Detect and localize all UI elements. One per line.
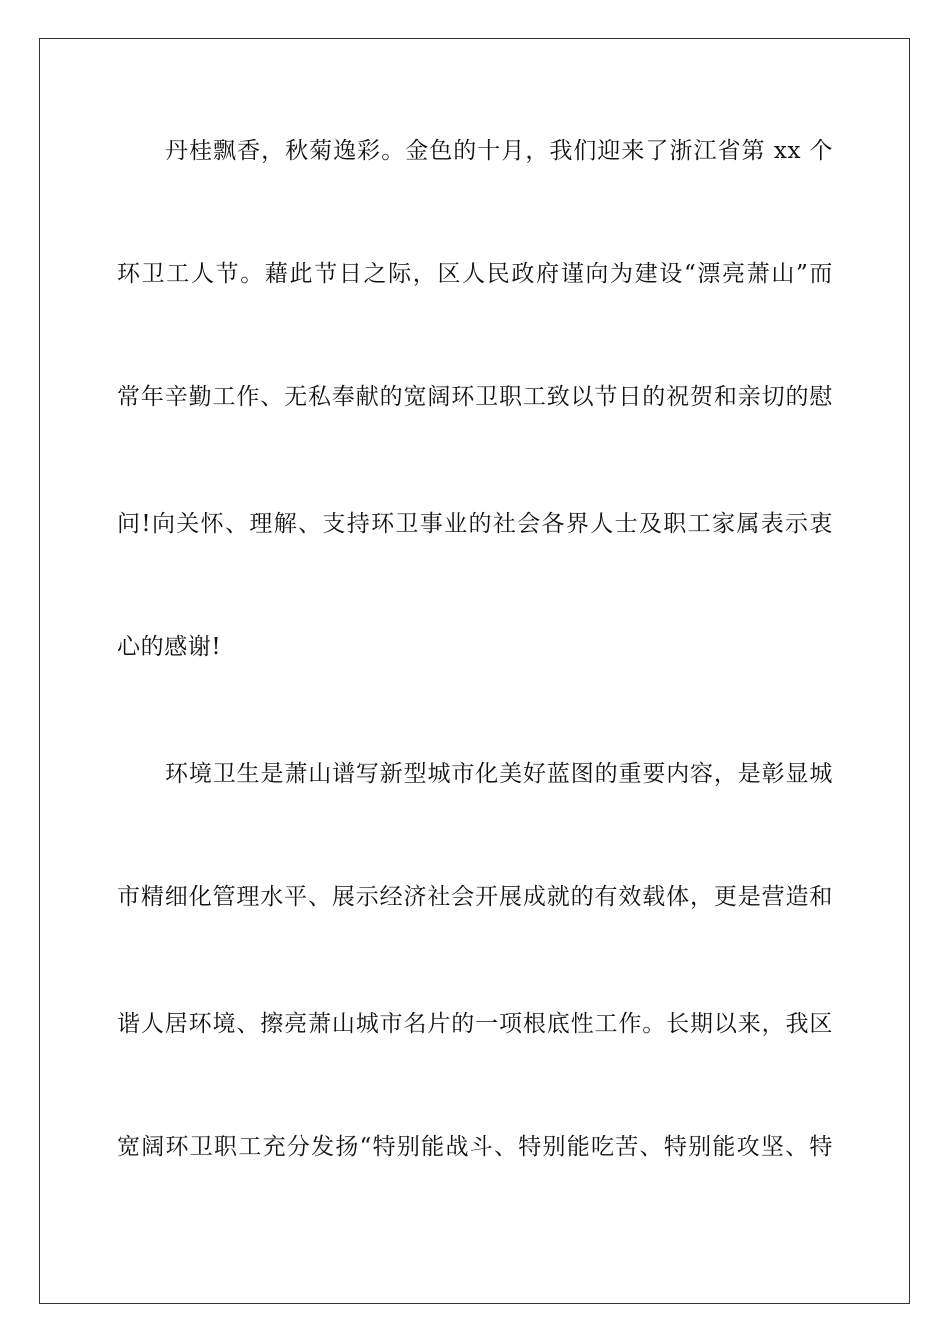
paragraph-1-line-1: 丹桂飘香，秋菊逸彩。金色的十月，我们迎来了浙江省第 xx 个 [165, 138, 833, 164]
paragraph-2-line-1: 环境卫生是萧山谱写新型城市化美好蓝图的重要内容，是彰显城 [165, 761, 833, 787]
paragraph-2-line-3: 谐人居环境、擦亮萧山城市名片的一项根底性工作。长期以来，我区 [117, 1011, 833, 1037]
page-border [39, 38, 910, 1304]
paragraph-1-line-5: 心的感谢! [117, 634, 222, 660]
paragraph-1-line-4: 问!向关怀、理解、支持环卫事业的社会各界人士及职工家属表示衷 [117, 511, 833, 537]
paragraph-2-line-2: 市精细化管理水平、展示经济社会开展成就的有效载体，更是营造和 [117, 884, 833, 910]
paragraph-2-line-4: 宽阔环卫职工充分发扬“特别能战斗、特别能吃苦、特别能攻坚、特 [117, 1134, 833, 1160]
paragraph-1-line-3: 常年辛勤工作、无私奉献的宽阔环卫职工致以节日的祝贺和亲切的慰 [117, 384, 833, 410]
paragraph-1-line-2: 环卫工人节。藉此节日之际，区人民政府谨向为建设“漂亮萧山”而 [117, 261, 833, 287]
